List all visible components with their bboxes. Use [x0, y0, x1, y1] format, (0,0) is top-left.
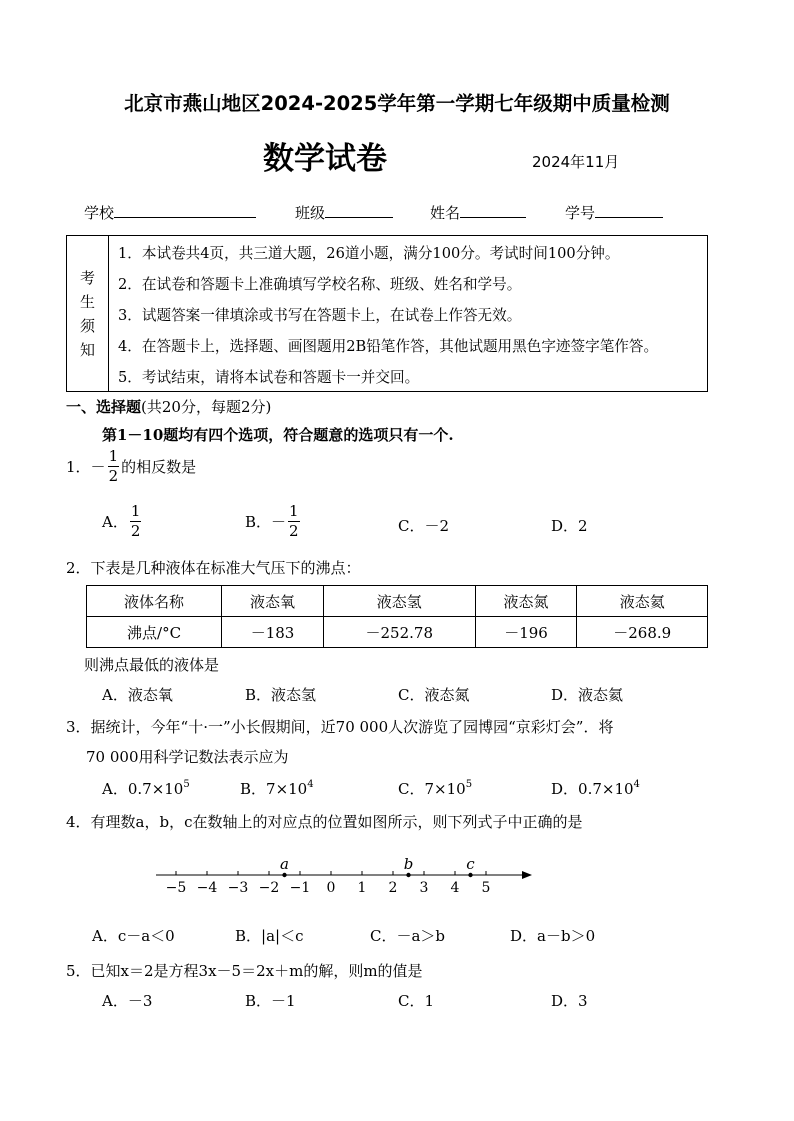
- q1-option-c[interactable]: C．－2: [398, 517, 450, 535]
- table-cell: 液态氮: [475, 586, 577, 617]
- question-2: 2．下表是几种液体在标准大气压下的沸点：: [66, 559, 361, 577]
- q4-option-b[interactable]: B．|a|＜c: [235, 927, 304, 945]
- class-field[interactable]: [295, 202, 393, 223]
- point-label-a: a: [280, 855, 289, 873]
- notice-item: 3．试题答案一律填涂或书写在答题卡上，在试卷上作答无效。: [118, 307, 522, 324]
- student-id-field[interactable]: [565, 202, 663, 223]
- school-field[interactable]: [84, 202, 256, 223]
- point-label-b: b: [403, 855, 414, 873]
- exam-title: 北京市燕山地区2024-2025学年第一学期七年级期中质量检测: [124, 92, 670, 115]
- tick-label: 4: [450, 880, 460, 896]
- q4-option-d[interactable]: D．a－b＞0: [510, 927, 596, 945]
- school-blank[interactable]: [114, 203, 256, 218]
- question-3-line2: 70 000用科学记数法表示应为: [86, 748, 289, 766]
- q4-option-a[interactable]: A．c－a＜0: [92, 927, 175, 945]
- student-id-blank[interactable]: [595, 203, 663, 218]
- exam-date: 2024年11月: [532, 153, 620, 171]
- notice-item: 5．考试结束，请将本试卷和答题卡一并交回。: [118, 369, 420, 386]
- table-cell: 液态氧: [222, 586, 324, 617]
- notice-item: 1．本试卷共4页，共三道大题，26道小题，满分100分。考试时间100分钟。: [118, 245, 620, 262]
- tick-label: 2: [388, 880, 398, 896]
- table-row: [87, 617, 708, 648]
- q2-option-a[interactable]: A．液态氧: [102, 686, 173, 704]
- boiling-point-table: [86, 585, 708, 648]
- table-cell: －268.9: [577, 617, 708, 648]
- q4-option-c[interactable]: C．－a＞b: [370, 927, 446, 945]
- notice-label: 考 生 须 知: [67, 236, 109, 391]
- question-1: 1． － $\frac{1}{2}$ 的相反数是: [66, 447, 197, 485]
- q3-option-d[interactable]: D．$0.7\times 10^4$: [551, 779, 640, 798]
- point-label-c: c: [466, 855, 475, 873]
- number-line: [150, 850, 540, 900]
- tick-label: −5: [165, 880, 187, 896]
- table-cell: 沸点/°C: [87, 617, 222, 648]
- q3-option-c[interactable]: C．$7\times 10^5$: [398, 779, 473, 798]
- point-c: [468, 873, 472, 877]
- q3-option-a[interactable]: A．$0.7\times 10^5$: [102, 779, 190, 798]
- notice-item: 4．在答题卡上，选择题、画图题用2B铅笔作答，其他试题用黑色字迹签字笔作答。: [118, 338, 659, 355]
- tick-label: −4: [196, 880, 218, 896]
- table-row: [87, 586, 708, 617]
- notice-items: [118, 238, 658, 393]
- tick-label: 5: [481, 880, 491, 896]
- q1-fraction: $\frac{1}{2}$: [108, 447, 119, 485]
- class-blank[interactable]: [325, 203, 393, 218]
- axis-arrow: [522, 871, 532, 879]
- table-cell: 液态氦: [577, 586, 708, 617]
- tick-label: −3: [227, 880, 249, 896]
- table-cell: －252.78: [323, 617, 475, 648]
- exam-subtitle: 数学试卷: [263, 141, 387, 177]
- question-3-line1: 3．据统计，今年“十·一”小长假期间，近70 000人次游览了园博园“京彩灯会”．将: [66, 718, 614, 736]
- tick-label: 0: [326, 880, 336, 896]
- school-label: 学校: [84, 204, 115, 222]
- q2-followup: 则沸点最低的液体是: [84, 656, 220, 674]
- q1-option-a[interactable]: A． $\frac{1}{2}$: [102, 502, 141, 540]
- tick-label: 3: [419, 880, 429, 896]
- q2-option-b[interactable]: B．液态氢: [245, 686, 317, 704]
- q5-option-c[interactable]: C．1: [398, 992, 435, 1010]
- tick-label: −2: [258, 880, 280, 896]
- question-5: 5．已知x＝2是方程3x－5＝2x＋m的解，则m的值是: [66, 962, 423, 980]
- tick-label: −1: [289, 880, 311, 896]
- section-heading: 一、选择题(共20分，每题2分): [66, 398, 272, 416]
- name-label: 姓名: [430, 204, 461, 222]
- section-instruction: 第1－10题均有四个选项，符合题意的选项只有一个.: [102, 426, 454, 444]
- point-b: [406, 873, 410, 877]
- q3-option-b[interactable]: B．$7\times 10^4$: [240, 779, 314, 798]
- q2-option-c[interactable]: C．液态氮: [398, 686, 470, 704]
- table-cell: －196: [475, 617, 577, 648]
- name-field[interactable]: [430, 202, 526, 223]
- table-cell: 液体名称: [87, 586, 222, 617]
- q1-option-d[interactable]: D．2: [551, 517, 588, 535]
- name-blank[interactable]: [460, 203, 526, 218]
- table-cell: 液态氢: [323, 586, 475, 617]
- q5-option-d[interactable]: D．3: [551, 992, 588, 1010]
- q5-option-a[interactable]: A．－3: [102, 992, 153, 1010]
- q5-option-b[interactable]: B．－1: [245, 992, 296, 1010]
- tick-label: 1: [357, 880, 367, 896]
- point-a: [282, 873, 286, 877]
- notice-box: [66, 235, 708, 392]
- question-4: 4．有理数a，b，c在数轴上的对应点的位置如图所示，则下列式子中正确的是: [66, 813, 583, 831]
- table-cell: －183: [222, 617, 324, 648]
- q1-option-b[interactable]: B． － $\frac{1}{2}$: [245, 502, 299, 540]
- q2-option-d[interactable]: D．液态氦: [551, 686, 624, 704]
- student-id-label: 学号: [565, 204, 596, 222]
- class-label: 班级: [295, 204, 326, 222]
- notice-item: 2．在试卷和答题卡上准确填写学校名称、班级、姓名和学号。: [118, 276, 522, 293]
